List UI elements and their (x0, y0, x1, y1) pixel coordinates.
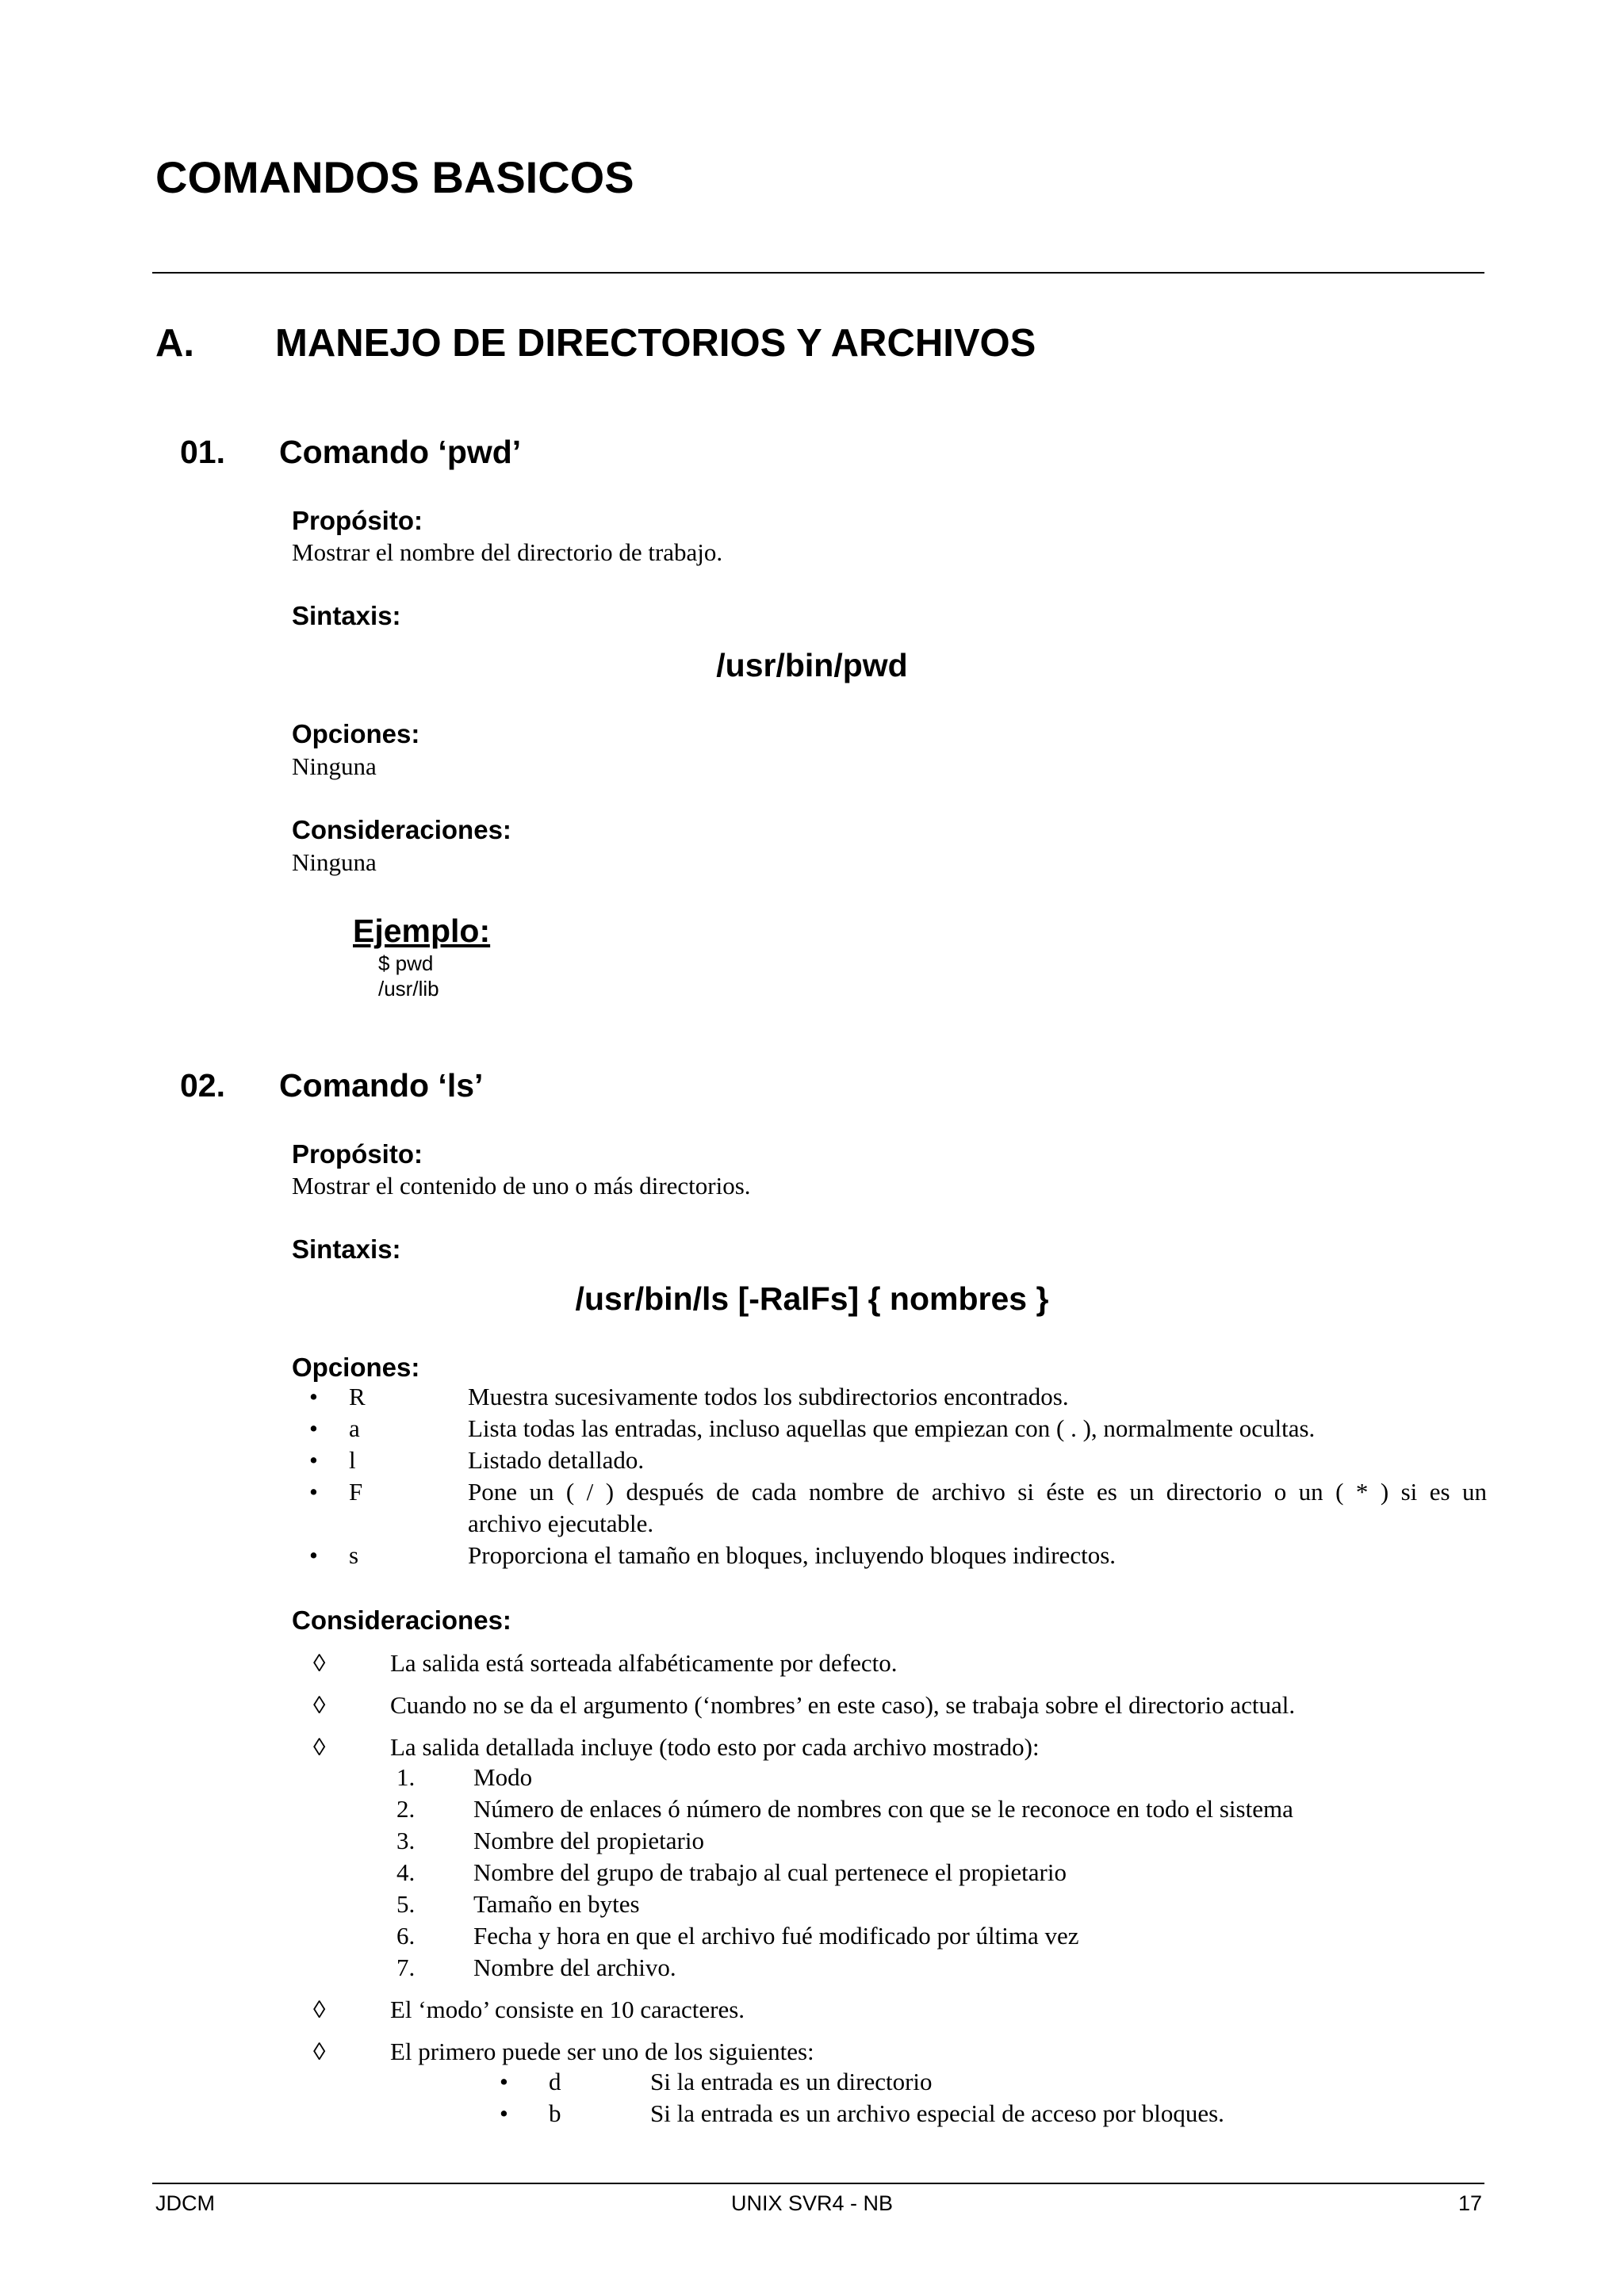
command-title: Comando ‘ls’ (279, 1067, 484, 1104)
diamond-bullet: ◊ (313, 1691, 326, 1719)
consideration-text: La salida detallada incluye (todo esto por cada archivo mostrado): (390, 1733, 1040, 1761)
consideration-text: La salida está sorteada alfabéticamente por defecto. (390, 1649, 898, 1677)
syntax-command: /usr/bin/ls [-RalFs] { nombres } (575, 1280, 1049, 1317)
first-char-description: Si la entrada es un directorio (650, 2068, 933, 2095)
item-text: Nombre del grupo de trabajo al cual pertenece el propietario (473, 1858, 1067, 1886)
options-text: Ninguna (292, 752, 377, 780)
option-description: Pone un ( / ) después de cada nombre de archivo si éste es un directorio o un ( * ) si es un (468, 1478, 1487, 1506)
page-number: 17 (1457, 2191, 1482, 2215)
diamond-bullet: ◊ (313, 1733, 326, 1761)
option-key: l (349, 1446, 356, 1474)
bullet: • (309, 1541, 318, 1569)
item-text: Nombre del archivo. (473, 1954, 676, 1981)
item-text: Tamaño en bytes (473, 1890, 640, 1918)
example-line: /usr/lib (378, 977, 439, 1001)
footer-divider (152, 2183, 1484, 2184)
options-label: Opciones: (292, 719, 420, 748)
command-number: 02. (180, 1067, 225, 1104)
purpose-label: Propósito: (292, 1139, 423, 1169)
syntax-label: Sintaxis: (292, 601, 401, 630)
example-label: Ejemplo: (353, 913, 491, 949)
bullet: • (500, 2099, 508, 2127)
bullet: • (309, 1414, 318, 1442)
considerations-text: Ninguna (292, 848, 377, 876)
diamond-bullet: ◊ (313, 1649, 326, 1677)
item-text: Modo (473, 1763, 533, 1791)
command-title: Comando ‘pwd’ (279, 434, 522, 470)
purpose-label: Propósito: (292, 506, 423, 535)
item-number: 6. (396, 1922, 416, 1950)
title-divider (152, 272, 1484, 274)
example-line: $ pwd (378, 951, 434, 975)
option-description: Proporciona el tamaño en bloques, incluyendo bloques indirectos. (468, 1541, 1116, 1569)
bullet: • (309, 1383, 318, 1410)
command-number: 01. (180, 434, 225, 470)
diamond-bullet: ◊ (313, 1996, 326, 2023)
item-number: 1. (396, 1763, 416, 1791)
first-char-description: Si la entrada es un archivo especial de acceso por bloques. (650, 2099, 1224, 2127)
bullet: • (309, 1478, 318, 1506)
option-key: R (349, 1383, 366, 1410)
document-title: COMANDOS BASICOS (155, 152, 634, 202)
diamond-bullet: ◊ (313, 2038, 326, 2065)
option-description: Muestra sucesivamente todos los subdirectorios encontrados. (468, 1383, 1069, 1410)
first-char-key: b (549, 2099, 561, 2127)
item-number: 2. (396, 1795, 416, 1823)
purpose-text: Mostrar el nombre del directorio de trabajo. (292, 538, 723, 566)
item-number: 7. (396, 1954, 416, 1981)
first-char-key: d (549, 2068, 561, 2095)
item-number: 4. (396, 1858, 416, 1886)
option-key: F (349, 1478, 363, 1506)
section-title: MANEJO DE DIRECTORIOS Y ARCHIVOS (275, 322, 1036, 365)
footer-author: JDCM (155, 2191, 215, 2215)
item-text: Número de enlaces ó número de nombres con que se le reconoce en todo el sistema (473, 1795, 1293, 1823)
consideration-text: El ‘modo’ consiste en 10 caracteres. (390, 1996, 745, 2023)
item-text: Fecha y hora en que el archivo fué modificado por última vez (473, 1922, 1079, 1950)
option-key: s (349, 1541, 359, 1569)
bullet: • (309, 1446, 318, 1474)
purpose-text: Mostrar el contenido de uno o más directorios. (292, 1172, 751, 1200)
footer-center: UNIX SVR4 - NB (730, 2191, 894, 2215)
options-label: Opciones: (292, 1353, 420, 1382)
item-number: 5. (396, 1890, 416, 1918)
item-text: Nombre del propietario (473, 1827, 704, 1854)
syntax-label: Sintaxis: (292, 1234, 401, 1264)
option-description: Listado detallado. (468, 1446, 645, 1474)
option-description-continued: archivo ejecutable. (468, 1510, 654, 1537)
considerations-label: Consideraciones: (292, 1605, 511, 1635)
syntax-command: /usr/bin/pwd (716, 647, 908, 683)
consideration-text: El primero puede ser uno de los siguientes: (390, 2038, 814, 2065)
item-number: 3. (396, 1827, 416, 1854)
option-key: a (349, 1414, 360, 1442)
considerations-label: Consideraciones: (292, 815, 511, 844)
consideration-text: Cuando no se da el argumento (‘nombres’ en este caso), se trabaja sobre el directorio actual. (390, 1691, 1296, 1719)
bullet: • (500, 2068, 508, 2095)
section-letter: A. (155, 322, 194, 365)
option-description: Lista todas las entradas, incluso aquellas que empiezan con ( . ), normalmente ocultas. (468, 1414, 1316, 1442)
